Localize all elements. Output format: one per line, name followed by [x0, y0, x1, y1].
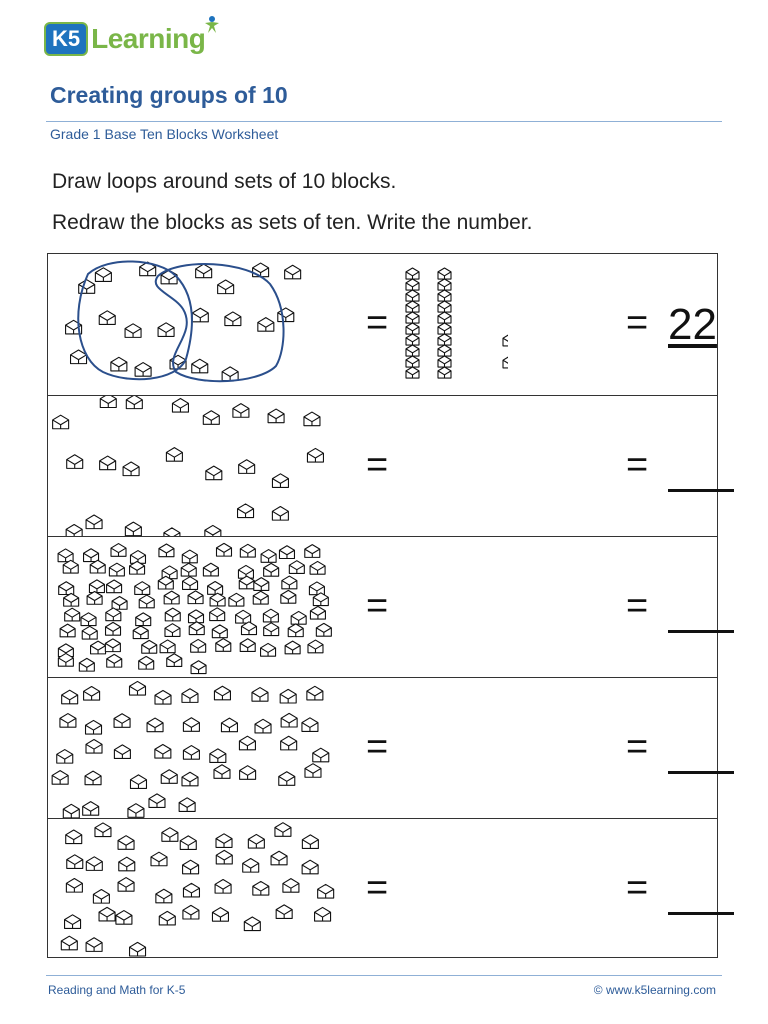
unit-cube-icon — [167, 654, 182, 667]
unit-cube-icon — [182, 689, 198, 703]
equals-sign: = — [366, 867, 389, 909]
unit-cube-icon — [318, 884, 334, 898]
unit-cube-icon — [106, 622, 121, 635]
unit-cube-icon — [308, 640, 323, 653]
answer-blank[interactable] — [668, 912, 734, 915]
unit-cube-icon — [275, 823, 291, 837]
unit-cube-icon — [438, 279, 451, 290]
unit-cube-icon — [165, 624, 180, 637]
unit-cube-icon — [438, 268, 451, 279]
unit-cube-icon — [236, 610, 251, 623]
unit-cube-icon — [438, 367, 451, 378]
unit-cube-icon — [307, 686, 323, 700]
equals-sign: = — [366, 444, 389, 486]
instruction-1: Draw loops around sets of 10 blocks. — [52, 170, 397, 193]
unit-cube-icon — [180, 836, 196, 850]
unit-cube-icon — [281, 713, 297, 727]
unit-cube-icon — [158, 323, 174, 337]
unit-cube-icon — [503, 356, 508, 368]
unit-cube-icon — [112, 596, 127, 609]
unit-cube-icon — [192, 308, 208, 322]
logo-k5-badge: K5 — [44, 22, 88, 56]
exercise-row-4 — [48, 677, 717, 818]
unit-cube-icon — [52, 771, 68, 785]
unit-cube-icon — [179, 798, 195, 812]
unit-cube-icon — [95, 823, 111, 837]
unit-cube-icon — [304, 412, 320, 426]
unit-cube-icon — [406, 268, 419, 279]
answer-blank[interactable] — [668, 489, 734, 492]
unit-cube-icon — [183, 718, 199, 732]
unit-cube-icon — [100, 396, 116, 407]
unit-cube-icon — [302, 835, 318, 849]
unit-cube-icon — [206, 466, 222, 480]
exercise-row-5 — [48, 818, 717, 959]
unit-cube-icon — [183, 746, 199, 760]
unit-cube-icon — [216, 834, 232, 848]
k5-learning-logo — [44, 22, 205, 56]
equals-sign: = — [366, 302, 389, 344]
unit-cube-icon — [280, 689, 296, 703]
unit-cube-icon — [285, 641, 300, 654]
unit-cube-icon — [192, 359, 208, 373]
equals-sign-answer: = — [626, 585, 649, 627]
unit-cube-icon — [268, 409, 284, 423]
unit-cube-icon — [302, 718, 318, 732]
unit-cube-icon — [166, 448, 182, 462]
unit-cube-icon — [438, 356, 451, 367]
unit-cube-icon — [214, 765, 230, 779]
unit-cube-icon — [302, 860, 318, 874]
unit-cube-icon — [161, 770, 177, 784]
unit-cube-icon — [229, 593, 244, 606]
example-answer: 22 — [668, 300, 717, 349]
unit-cube-icon — [84, 549, 99, 562]
unit-cube-icon — [279, 546, 294, 559]
unit-cube-icon — [128, 804, 144, 818]
unit-cube-icon — [438, 345, 451, 356]
unit-cube-icon — [406, 279, 419, 290]
unit-cube-icon — [222, 367, 238, 381]
unit-cube-icon — [188, 591, 203, 604]
equals-sign-answer: = — [626, 444, 649, 486]
unit-cube-icon — [90, 560, 105, 573]
blocks-area — [48, 819, 348, 960]
unit-cube-icon — [53, 415, 69, 429]
unit-cube-icon — [310, 606, 325, 619]
unit-cube-icon — [164, 591, 179, 604]
unit-cube-icon — [241, 622, 256, 635]
unit-cube-icon — [438, 290, 451, 301]
unit-cube-icon — [93, 890, 109, 904]
unit-cube-icon — [189, 622, 204, 635]
unit-cube-icon — [307, 448, 323, 462]
unit-cube-icon — [238, 504, 254, 518]
unit-cube-icon — [289, 561, 304, 574]
footer-copyright: © www.k5learning.com — [593, 983, 716, 997]
unit-cube-icon — [114, 714, 130, 728]
equals-sign: = — [366, 726, 389, 768]
unit-cube-icon — [100, 456, 116, 470]
unit-cube-icon — [214, 686, 230, 700]
unit-cube-icon — [282, 576, 297, 589]
blocks-area — [48, 537, 348, 678]
unit-cube-icon — [406, 356, 419, 367]
unit-cube-icon — [99, 907, 115, 921]
unit-cube-icon — [203, 411, 219, 425]
unit-cube-icon — [316, 623, 331, 636]
unit-cube-icon — [165, 608, 180, 621]
unit-cube-icon — [291, 611, 306, 624]
unit-cube-icon — [271, 851, 287, 865]
unit-cube-icon — [239, 460, 255, 474]
unit-cube-icon — [406, 323, 419, 334]
unit-cube-icon — [310, 561, 325, 574]
unit-cube-icon — [64, 593, 79, 606]
title-divider — [46, 121, 722, 122]
unit-cube-icon — [129, 681, 145, 695]
unit-cube-icon — [126, 396, 142, 409]
unit-cube-icon — [191, 661, 206, 674]
unit-cube-icon — [125, 522, 141, 536]
unit-cube-icon — [182, 772, 198, 786]
unit-cube-icon — [116, 911, 132, 925]
page-title: Creating groups of 10 — [50, 82, 288, 108]
unit-cube-icon — [151, 852, 167, 866]
unit-cube-icon — [135, 582, 150, 595]
unit-cube-icon — [212, 625, 227, 638]
blocks-area — [48, 254, 348, 395]
unit-cube-icon — [130, 942, 146, 956]
unit-cube-icon — [252, 688, 268, 702]
unit-cube-icon — [86, 720, 102, 734]
unit-cube-icon — [106, 608, 121, 621]
unit-cube-icon — [139, 656, 154, 669]
unit-cube-icon — [85, 771, 101, 785]
unit-cube-icon — [109, 563, 124, 576]
tens-rods-drawing — [368, 264, 508, 389]
unit-cube-icon — [149, 794, 165, 808]
unit-cube-icon — [107, 580, 122, 593]
unit-cube-icon — [406, 301, 419, 312]
unit-cube-icon — [261, 643, 276, 656]
unit-cube-icon — [438, 323, 451, 334]
blocks-area — [48, 396, 348, 537]
unit-cube-icon — [155, 744, 171, 758]
unit-cube-icon — [210, 593, 225, 606]
unit-cube-icon — [91, 641, 106, 654]
unit-cube-icon — [218, 280, 234, 294]
footer-divider — [46, 975, 722, 976]
unit-cube-icon — [406, 290, 419, 301]
unit-cube-icon — [135, 363, 151, 377]
unit-cube-icon — [210, 749, 226, 763]
unit-cube-icon — [315, 907, 331, 921]
unit-cube-icon — [253, 881, 269, 895]
unit-cube-icon — [240, 766, 256, 780]
unit-cube-icon — [305, 545, 320, 558]
unit-cube-icon — [243, 859, 259, 873]
unit-cube-icon — [111, 357, 127, 371]
unit-cube-icon — [66, 830, 82, 844]
unit-cube-icon — [147, 718, 163, 732]
unit-cube-icon — [81, 613, 96, 626]
unit-cube-icon — [82, 626, 97, 639]
equals-sign-answer: = — [626, 867, 649, 909]
answer-blank[interactable] — [668, 771, 734, 774]
unit-cube-icon — [87, 591, 102, 604]
exercise-row-3 — [48, 536, 717, 677]
unit-cube-icon — [155, 690, 171, 704]
unit-cube-icon — [215, 880, 231, 894]
unit-cube-icon — [156, 889, 172, 903]
unit-cube-icon — [216, 543, 231, 556]
unit-cube-icon — [62, 690, 78, 704]
equals-sign-answer: = — [626, 302, 649, 344]
unit-cube-icon — [159, 911, 175, 925]
unit-cube-icon — [89, 580, 104, 593]
unit-cube-icon — [258, 318, 274, 332]
unit-cube-icon — [240, 544, 255, 557]
unit-cube-icon — [86, 857, 102, 871]
unit-cube-icon — [248, 834, 264, 848]
unit-cube-icon — [183, 883, 199, 897]
unit-cube-icon — [83, 802, 99, 816]
unit-cube-icon — [183, 905, 199, 919]
unit-cube-icon — [162, 828, 178, 842]
unit-cube-icon — [313, 748, 329, 762]
unit-cube-icon — [221, 718, 237, 732]
unit-cube-icon — [225, 312, 241, 326]
unit-cube-icon — [139, 595, 154, 608]
unit-cube-icon — [279, 772, 295, 786]
footer-tagline: Reading and Math for K-5 — [48, 983, 186, 997]
unit-cube-icon — [84, 687, 100, 701]
equals-sign: = — [366, 585, 389, 627]
unit-cube-icon — [285, 265, 301, 279]
unit-cube-icon — [438, 334, 451, 345]
unit-cube-icon — [60, 624, 75, 637]
unit-cube-icon — [240, 639, 255, 652]
unit-cube-icon — [111, 544, 126, 557]
unit-cube-icon — [65, 608, 80, 621]
unit-cube-icon — [118, 836, 134, 850]
unit-cube-icon — [66, 879, 82, 893]
unit-cube-icon — [276, 905, 292, 919]
unit-cube-icon — [125, 324, 141, 338]
unit-cube-icon — [305, 764, 321, 778]
unit-cube-icon — [182, 550, 197, 563]
unit-cube-icon — [406, 367, 419, 378]
unit-cube-icon — [99, 311, 115, 325]
unit-cube-icon — [261, 550, 276, 563]
unit-cube-icon — [60, 714, 76, 728]
unit-cube-icon — [172, 398, 188, 412]
unit-cube-icon — [216, 639, 231, 652]
unit-cube-icon — [272, 474, 288, 488]
unit-cube-icon — [210, 608, 225, 621]
unit-cube-icon — [216, 850, 232, 864]
unit-cube-icon — [59, 582, 74, 595]
unit-cube-icon — [281, 736, 297, 750]
unit-cube-icon — [63, 804, 79, 818]
unit-cube-icon — [95, 268, 111, 282]
instruction-2: Redraw the blocks as sets of ten. Write the number. — [52, 211, 533, 234]
unit-cube-icon — [212, 908, 228, 922]
unit-cube-icon — [309, 582, 324, 595]
unit-cube-icon — [233, 404, 249, 418]
unit-cube-icon — [86, 938, 102, 952]
exercise-row-1 — [48, 254, 717, 395]
unit-cube-icon — [254, 578, 269, 591]
unit-cube-icon — [57, 750, 73, 764]
logo-wordmark: Learning — [91, 23, 206, 54]
answer-blank[interactable] — [668, 630, 734, 633]
unit-cube-icon — [160, 640, 175, 653]
unit-cube-icon — [272, 507, 288, 521]
unit-cube-icon — [181, 563, 196, 576]
unit-cube-icon — [123, 462, 139, 476]
equals-sign-answer: = — [626, 726, 649, 768]
unit-cube-icon — [406, 345, 419, 356]
exercise-grid — [47, 253, 718, 958]
unit-cube-icon — [438, 312, 451, 323]
unit-cube-icon — [136, 613, 151, 626]
unit-cube-icon — [188, 610, 203, 623]
unit-cube-icon — [65, 915, 81, 929]
unit-cube-icon — [86, 739, 102, 753]
unit-cube-icon — [183, 860, 199, 874]
unit-cube-icon — [142, 640, 157, 653]
unit-cube-icon — [278, 308, 294, 322]
unit-cube-icon — [61, 936, 77, 950]
unit-cube-icon — [191, 639, 206, 652]
unit-cube-icon — [208, 582, 223, 595]
unit-cube-icon — [264, 563, 279, 576]
unit-cube-icon — [263, 609, 278, 622]
unit-cube-icon — [244, 917, 260, 931]
unit-cube-icon — [159, 544, 174, 557]
unit-cube-icon — [130, 775, 146, 789]
unit-cube-icon — [406, 312, 419, 323]
unit-cube-icon — [183, 577, 198, 590]
unit-cube-icon — [264, 623, 279, 636]
page-subtitle: Grade 1 Base Ten Blocks Worksheet — [50, 126, 279, 142]
unit-cube-icon — [239, 736, 255, 750]
unit-cube-icon — [107, 654, 122, 667]
unit-cube-icon — [196, 264, 212, 278]
blocks-area — [48, 678, 348, 819]
unit-cube-icon — [503, 334, 508, 346]
unit-cube-icon — [67, 855, 83, 869]
unit-cube-icon — [281, 590, 296, 603]
unit-cube-icon — [438, 301, 451, 312]
unit-cube-icon — [253, 591, 268, 604]
logo-figure-icon — [202, 14, 222, 34]
unit-cube-icon — [119, 857, 135, 871]
unit-cube-icon — [288, 624, 303, 637]
unit-cube-icon — [283, 879, 299, 893]
unit-cube-icon — [133, 626, 148, 639]
unit-cube-icon — [255, 719, 271, 733]
unit-cube-icon — [203, 563, 218, 576]
exercise-row-2 — [48, 395, 717, 536]
unit-cube-icon — [79, 658, 94, 671]
unit-cube-icon — [118, 878, 134, 892]
unit-cube-icon — [114, 745, 130, 759]
unit-cube-icon — [406, 334, 419, 345]
unit-cube-icon — [86, 515, 102, 529]
unit-cube-icon — [105, 639, 120, 652]
unit-cube-icon — [67, 455, 83, 469]
